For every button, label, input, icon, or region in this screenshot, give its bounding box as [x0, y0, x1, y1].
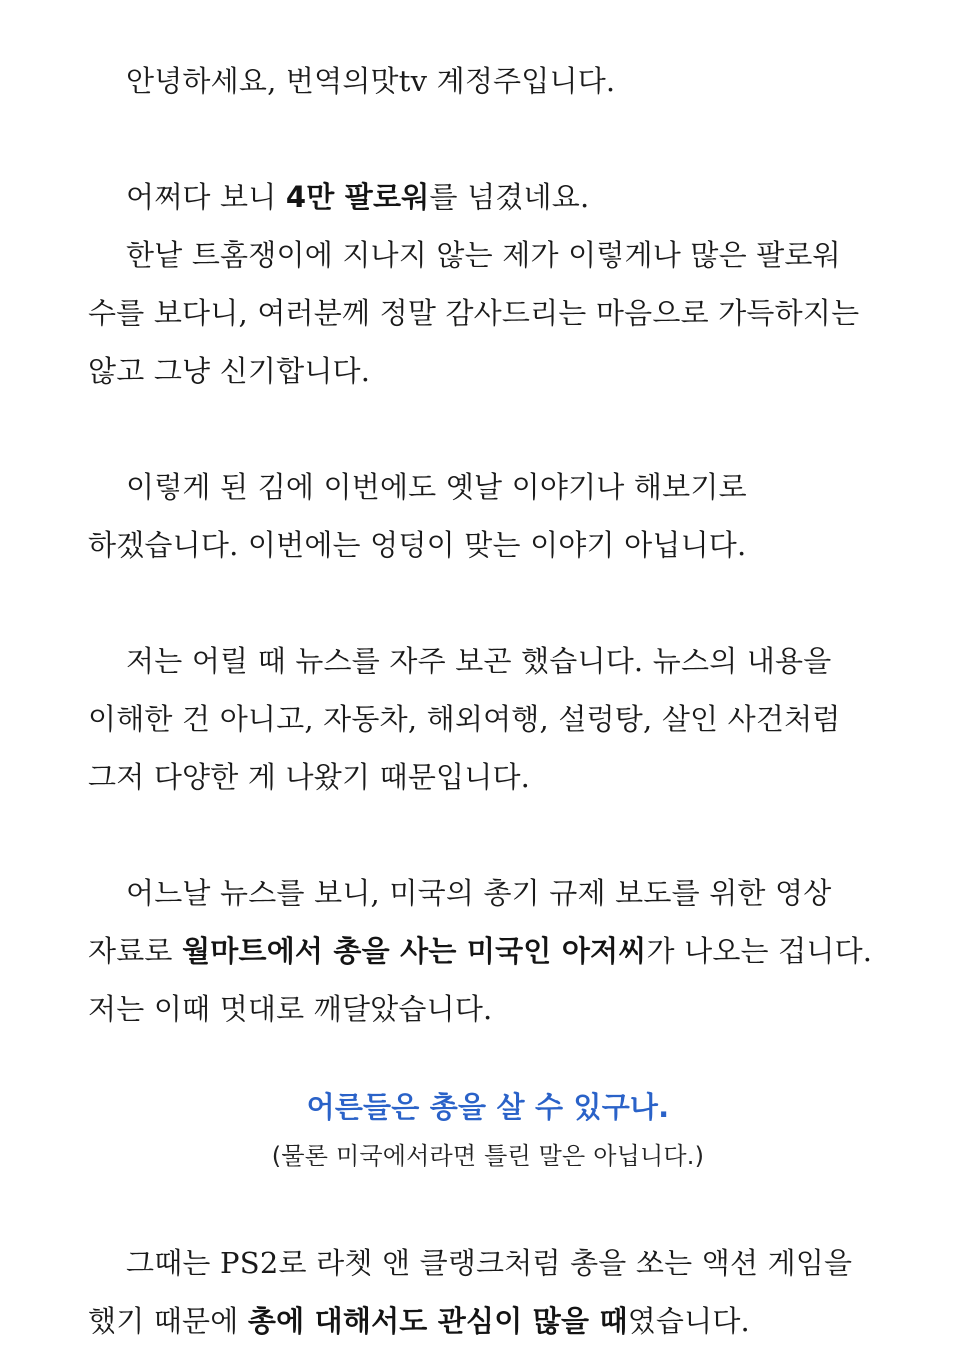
walmart-text-start: 어느날 뉴스를 보니, 미국의 총기 규제 보도를 위한 영상 자료로: [88, 876, 832, 968]
greeting-text: 안녕하세요, 번역의맛tv 계정주입니다.: [126, 64, 616, 98]
paragraph-walmart: [88, 864, 888, 1038]
paragraph-followers: [88, 168, 888, 226]
paragraph-ps2: [88, 1234, 888, 1350]
followers-count-bold: 4만 팔로워: [285, 180, 430, 214]
ps2-bold: 총에 대해서도 관심이 많을 때: [247, 1304, 628, 1338]
story-intro-text: 이렇게 된 김에 이번에도 옛날 이야기나 해보기로 하겠습니다. 이번에는 엉덩이 맞는 이야기 아닙니다.: [88, 470, 747, 562]
document-body: [88, 52, 888, 1350]
ps2-text-start: 그때는 PS2로 라쳇 앤 클랭크처럼 총을 쏘는 액션 게임을 했기 때문에: [88, 1246, 853, 1338]
walmart-text-end: 가 나오는 겁니다. 저는 이때 멋대로 깨달았습니다.: [88, 934, 873, 1026]
childhood-news-text: 저는 어릴 때 뉴스를 자주 보곤 했습니다. 뉴스의 내용을 이해한 건 아니고, 자동차, 해외여행, 설렁탕, 살인 사건처럼 그저 다양한 게 나왔기 때문입니다.: [88, 644, 841, 794]
followers-text-start: 어쩌다 보니: [126, 180, 286, 214]
paragraph-story-intro: [88, 458, 888, 574]
paragraph-group-followers: [88, 168, 888, 400]
highlight-aside: (물론 미국에서라면 틀린 말은 아닙니다.): [271, 1142, 705, 1170]
ps2-text-end: 였습니다.: [627, 1304, 750, 1338]
paragraph-gratitude: [88, 226, 888, 400]
walmart-bold: 월마트에서 총을 사는 미국인 아저씨: [182, 934, 647, 968]
gratitude-text: 한낱 트홈쟁이에 지나지 않는 제가 이렇게나 많은 팔로워 수를 보다니, 여러분께 정말 감사드리는 마음으로 가득하지는 않고 그냥 신기합니다.: [88, 238, 860, 388]
followers-text-end: 를 넘겼네요.: [429, 180, 590, 214]
paragraph-greeting: [88, 52, 888, 110]
highlight-quote: 어른들은 총을 살 수 있구나.: [306, 1090, 670, 1124]
paragraph-childhood-news: [88, 632, 888, 806]
